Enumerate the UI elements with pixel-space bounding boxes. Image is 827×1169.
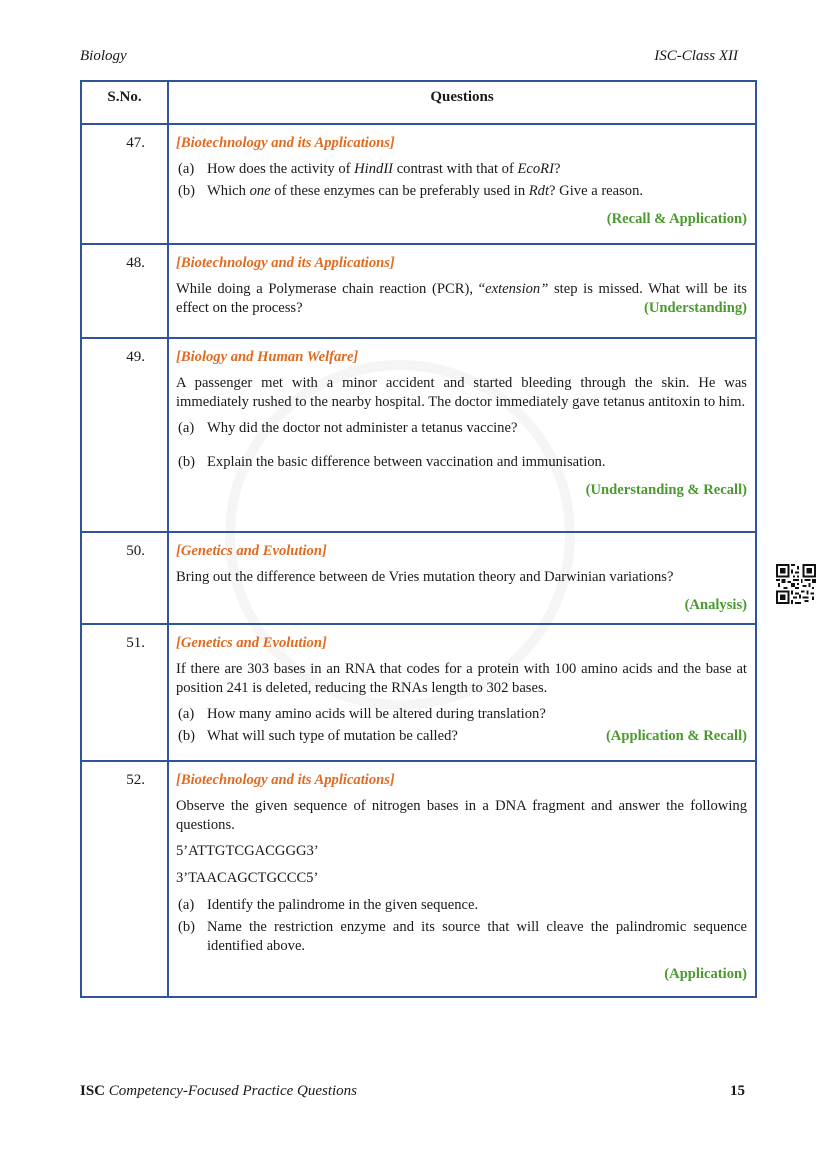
question-cell (168, 624, 756, 761)
competency-tag: (Application & Recall) (605, 728, 747, 744)
question-row-49 (81, 338, 756, 532)
sub-question-b (176, 453, 747, 472)
footer-subtitle: Competency-Focused Practice Questions (105, 1083, 358, 1099)
question-text: Observe the given sequence of nitrogen bases in a DNA fragment and answer the following questions. (176, 798, 747, 833)
question-text: If there are 303 bases in an RNA that codes for a protein with 100 amino acids and the base at position 241 is deleted, reducing the RNAs length to 302 bases. (176, 661, 747, 696)
qr-code-icon[interactable] (776, 564, 816, 604)
sub-question-text: What will such type of mutation be called? (207, 728, 458, 744)
column-header-sno: S.No. (81, 81, 168, 124)
column-header-questions: Questions (168, 81, 756, 124)
question-cell (168, 532, 756, 624)
sub-question-label: (a) (178, 420, 195, 436)
question-number: 49. (81, 338, 168, 532)
question-number: 47. (81, 124, 168, 244)
competency-tag: (Recall & Application) (606, 211, 747, 227)
sub-question-text: How does the activity of HindII contrast with that of EcoRI? (207, 161, 561, 177)
topic-label: [Biotechnology and its Applications] (176, 772, 395, 788)
question-number: 48. (81, 244, 168, 338)
question-row-47 (81, 124, 756, 244)
sub-question-b (176, 727, 747, 746)
sub-question-b (176, 918, 747, 956)
competency-tag: (Analysis) (684, 597, 747, 613)
sub-question-label: (a) (178, 161, 195, 177)
sub-question-text: How many amino acids will be altered during translation? (207, 706, 546, 722)
question-text: Bring out the difference between de Vries mutation theory and Darwinian variations? (176, 569, 674, 585)
question-number: 51. (81, 624, 168, 761)
question-cell (168, 124, 756, 244)
header-subject: Biology (80, 48, 127, 64)
question-cell (168, 338, 756, 532)
question-text: A passenger met with a minor accident and started bleeding through the skin. He was immediately rushed to the nearby hospital. The doctor immediately gave tetanus antitoxin to him. (176, 375, 747, 410)
question-cell (168, 761, 756, 997)
sub-question-b (176, 182, 747, 201)
footer-title (80, 1083, 357, 1100)
dna-strand-3-to-5: 3’TAACAGCTGCCC5’ (176, 870, 319, 886)
question-number: 50. (81, 532, 168, 624)
question-row-50 (81, 532, 756, 624)
sub-question-a (176, 160, 747, 179)
topic-label: [Biology and Human Welfare] (176, 349, 359, 365)
sub-question-text: Identify the palindrome in the given sequence. (207, 897, 479, 913)
sub-question-a (176, 705, 747, 724)
sub-question-text: Name the restriction enzyme and its source that will cleave the palindromic sequence identified above. (207, 919, 747, 954)
topic-label: [Biotechnology and its Applications] (176, 255, 395, 271)
sub-question-text: Which one of these enzymes can be preferably used in Rdt? Give a reason. (207, 183, 644, 199)
topic-label: [Genetics and Evolution] (176, 543, 327, 559)
sub-question-label: (b) (178, 728, 196, 744)
dna-strand-5-to-3: 5’ATTGTCGACGGG3’ (176, 843, 319, 859)
footer-brand: ISC (80, 1083, 106, 1099)
sub-question-a (176, 419, 747, 438)
page-number: 15 (730, 1083, 745, 1099)
question-number: 52. (81, 761, 168, 997)
competency-tag: (Understanding & Recall) (585, 482, 747, 498)
competency-tag: (Understanding) (644, 300, 747, 316)
question-row-51 (81, 624, 756, 761)
sub-question-text: Explain the basic difference between vaccination and immunisation. (207, 454, 606, 470)
question-text: While doing a Polymerase chain reaction (PCR), “extension” step is missed. What will be its effect on the process? (Understanding) (176, 281, 747, 316)
topic-label: [Genetics and Evolution] (176, 635, 327, 651)
questions-table (80, 80, 757, 998)
sub-question-label: (a) (178, 897, 195, 913)
sub-question-label: (b) (178, 454, 196, 470)
competency-tag: (Application) (664, 966, 747, 982)
sub-question-label: (b) (178, 183, 196, 199)
sub-question-text: Why did the doctor not administer a tetanus vaccine? (207, 420, 518, 436)
table-header-row (81, 81, 756, 124)
sub-question-label: (b) (178, 919, 196, 935)
question-cell (168, 244, 756, 338)
question-row-52 (81, 761, 756, 997)
sub-question-label: (a) (178, 706, 195, 722)
question-row-48 (81, 244, 756, 338)
sub-question-a (176, 896, 747, 915)
topic-label: [Biotechnology and its Applications] (176, 135, 395, 151)
header-class: ISC-Class XII (654, 48, 738, 64)
